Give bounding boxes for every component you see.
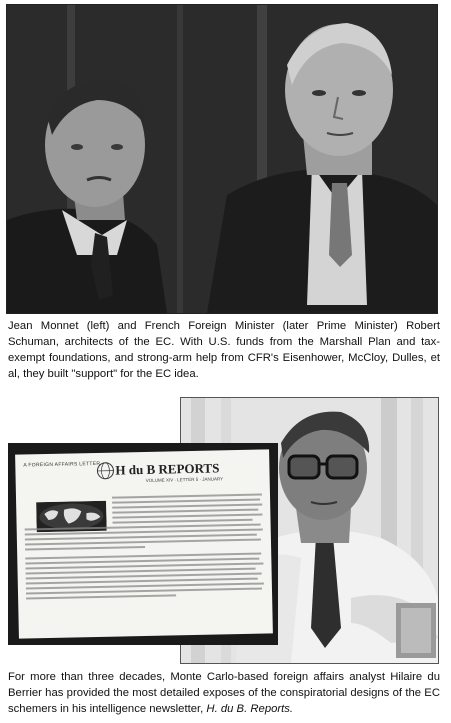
- newsletter-header-small: A FOREIGN AFFAIRS LETTER: [23, 460, 101, 469]
- top-photo-caption: Jean Monnet (left) and French Foreign Minister (later Prime Minister) Robert Schuman, architects of the EC. With U.S. funds from the Marshall Plan and tax-exempt foundations, and strong-arm help from CFR's Eisenhower, McCloy, Dulles, et al, they built "support" for the EC idea.: [8, 320, 440, 380]
- newsletter-name-italic: H. du B. Reports.: [206, 703, 294, 715]
- newsletter-page: [15, 449, 273, 638]
- top-photo-image: [7, 5, 437, 313]
- newsletter-body-text: [24, 494, 264, 603]
- newsletter-title: H du B REPORTS: [115, 460, 220, 478]
- globe-logo-icon: [95, 461, 115, 481]
- top-photo: [6, 4, 438, 314]
- bottom-caption-text: For more than three decades, Monte Carlo-based foreign affairs analyst Hilaire du Berrier has provided the most detailed exposes of the conspiratorial designs of the EC schemers in his intelligence newsletter,: [8, 671, 440, 715]
- newsletter-subtitle: VOLUME XIV · LETTER 5 · JANUARY: [145, 476, 224, 483]
- newsletter-photo: [8, 443, 278, 645]
- bottom-photo-caption: [8, 669, 440, 717]
